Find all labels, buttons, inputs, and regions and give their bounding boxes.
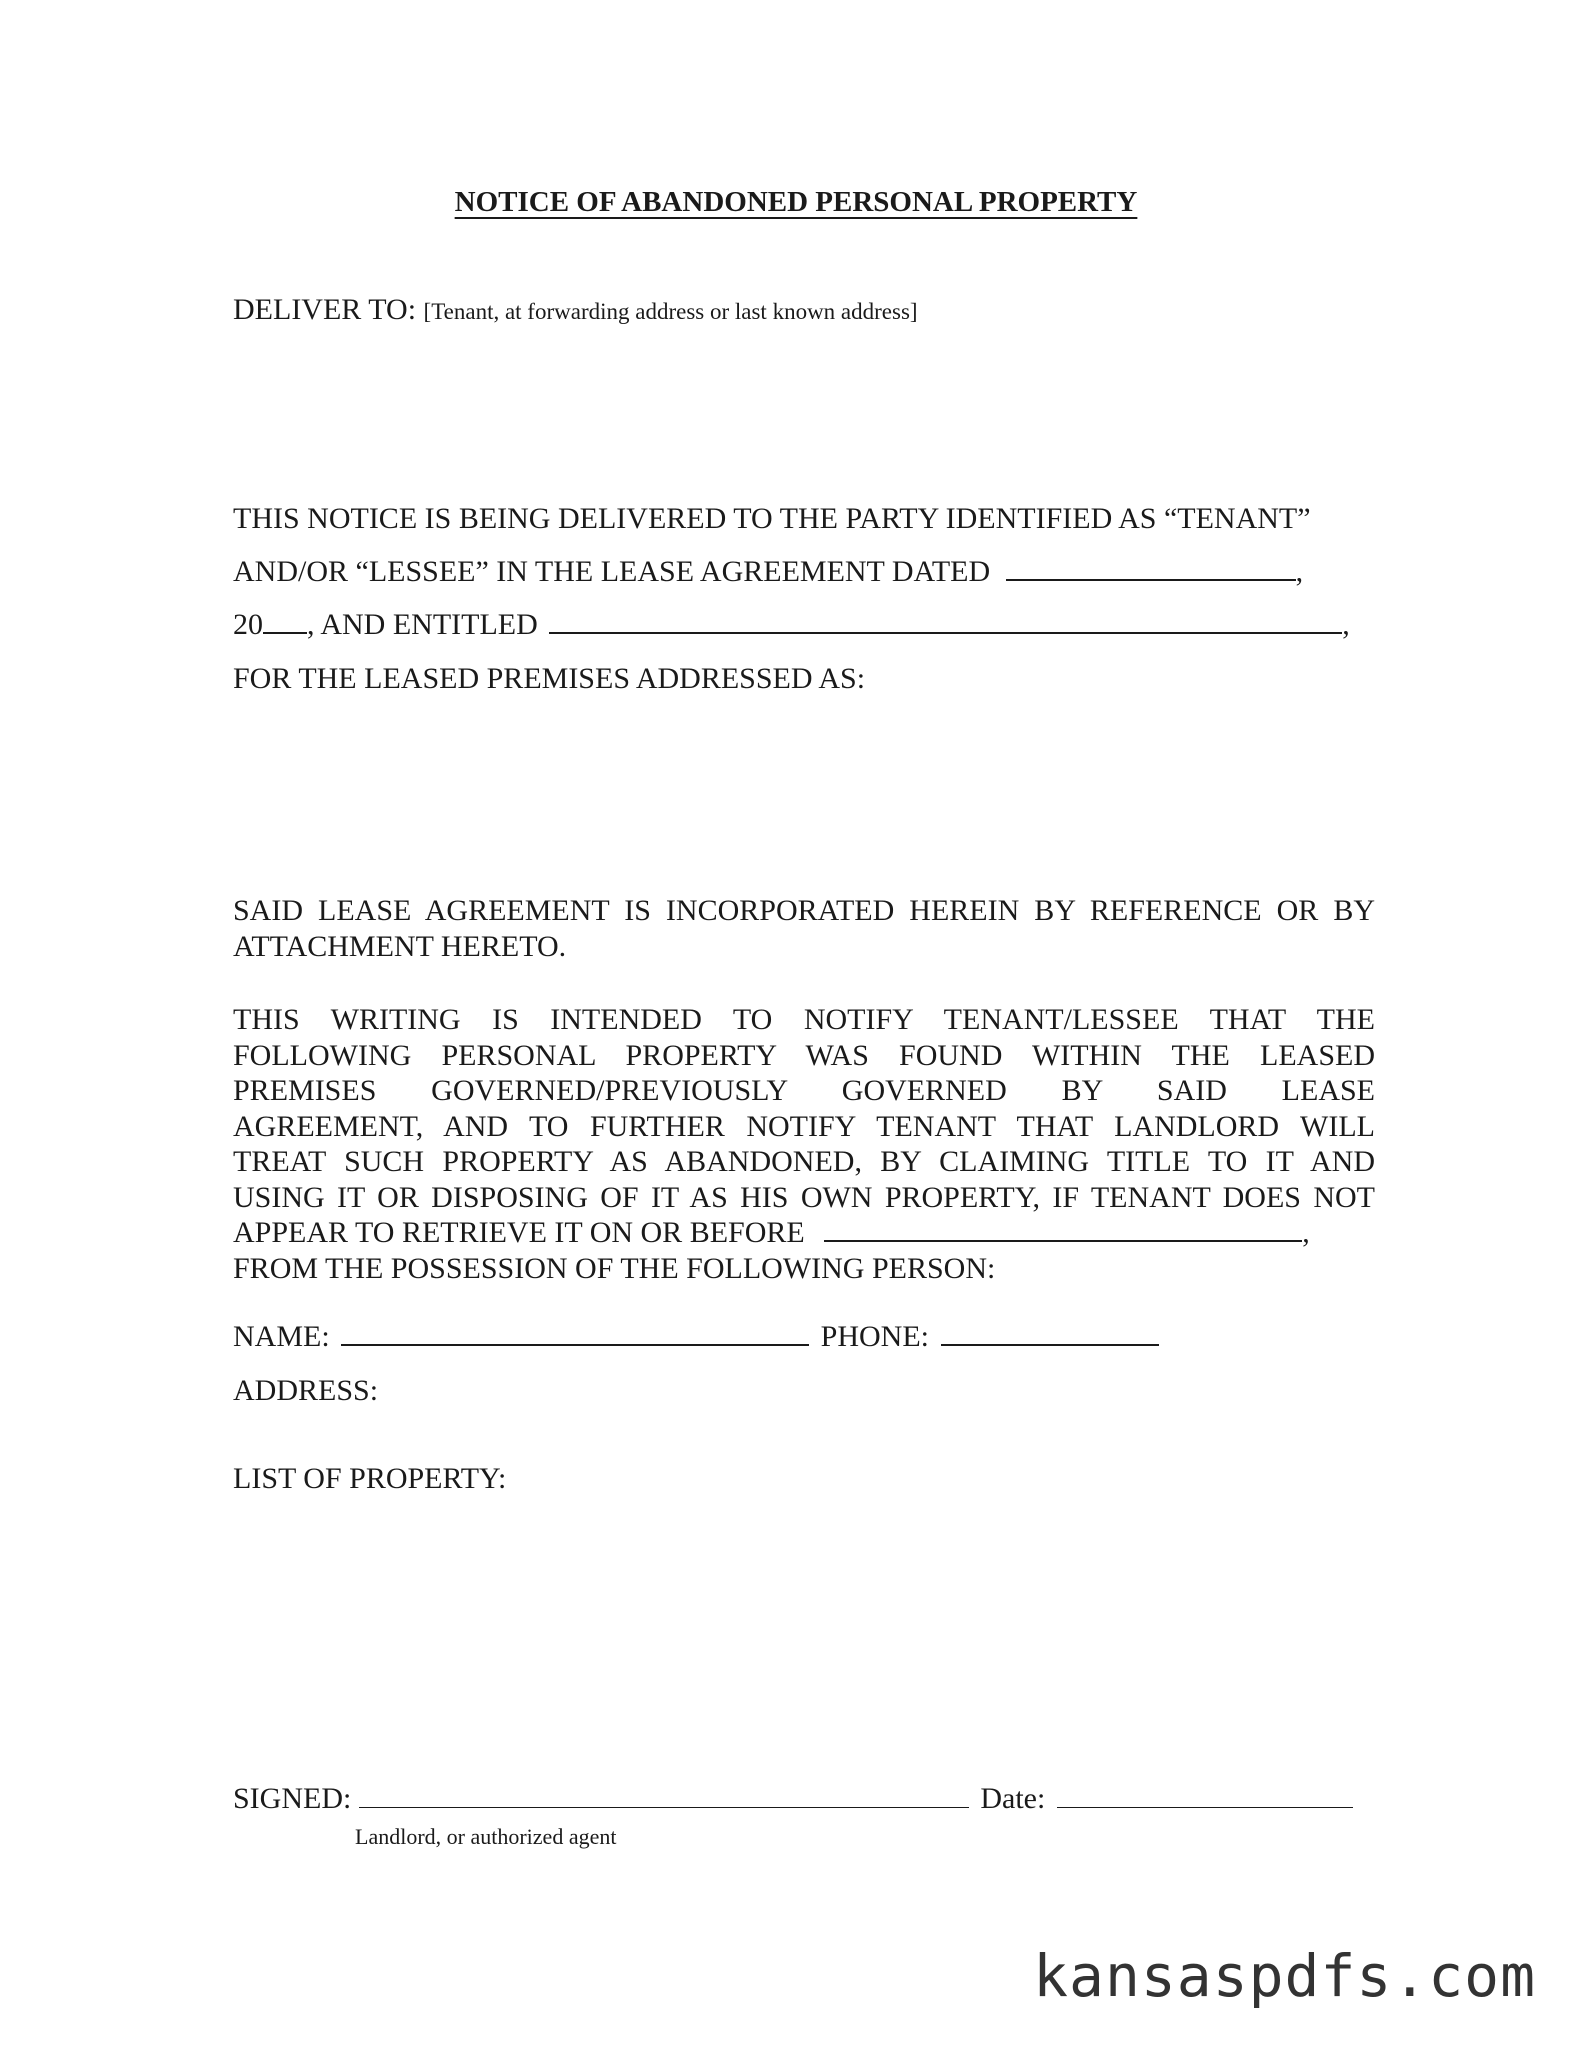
entitled-label: , AND ENTITLED (307, 608, 538, 641)
contact-line (233, 1320, 1159, 1354)
lease-dated-label: AND/OR “LESSEE” IN THE LEASE AGREEMENT DATED (233, 555, 991, 588)
name-label: NAME: (233, 1320, 330, 1353)
intro-line-2 (233, 555, 1303, 589)
deliver-to-label: DELIVER TO: (233, 293, 417, 326)
comma: , (1302, 1216, 1310, 1249)
retrieve-by-date-field[interactable] (824, 1218, 1302, 1242)
year-field[interactable] (263, 610, 307, 634)
phone-label: PHONE: (820, 1320, 930, 1353)
date-label: Date: (980, 1782, 1046, 1815)
deliver-to-hint: [Tenant, at forwarding address or last known address] (423, 299, 918, 324)
incorporated-paragraph (233, 893, 1375, 964)
intro-line-3 (233, 608, 1350, 642)
signature-field[interactable] (359, 1785, 969, 1808)
notice-row: PREMISES GOVERNED/PREVIOUSLY GOVERNED BY SAID LEASE (233, 1074, 1375, 1107)
lease-title-field[interactable] (549, 610, 1342, 634)
property-list-label: LIST OF PROPERTY: (233, 1462, 507, 1495)
notice-row: AGREEMENT, AND TO FURTHER NOTIFY TENANT THAT LANDLORD WILL (233, 1109, 1375, 1143)
year-prefix: 20 (233, 608, 263, 641)
notice-row: THIS WRITING IS INTENDED TO NOTIFY TENANT/LESSEE THAT THE (233, 1003, 1375, 1036)
notice-row-deadline (233, 1215, 1375, 1251)
comma: , (1295, 555, 1304, 588)
signature-date-field[interactable] (1057, 1785, 1353, 1808)
address-label: ADDRESS: (233, 1374, 379, 1407)
retrieve-by-label: APPEAR TO RETRIEVE IT ON OR BEFORE (233, 1216, 805, 1249)
incorporated-row-2: ATTACHMENT HERETO. (233, 929, 567, 963)
notice-row: FOLLOWING PERSONAL PROPERTY WAS FOUND WITHIN THE LEASED (233, 1038, 1375, 1072)
notice-paragraph (233, 1002, 1375, 1286)
signed-label: SIGNED: (233, 1782, 352, 1815)
site-watermark: kansaspdfs.com (1033, 1942, 1536, 2010)
signature-line (233, 1782, 1353, 1816)
name-field[interactable] (341, 1322, 809, 1346)
deliver-to-line (233, 293, 918, 327)
intro-line-1: THIS NOTICE IS BEING DELIVERED TO THE PARTY IDENTIFIED AS “TENANT” (233, 502, 1311, 535)
premises-label: FOR THE LEASED PREMISES ADDRESSED AS: (233, 662, 866, 695)
notice-row: TREAT SUCH PROPERTY AS ABANDONED, BY CLAIMING TITLE TO IT AND (233, 1145, 1375, 1178)
incorporated-row-1: SAID LEASE AGREEMENT IS INCORPORATED HEREIN BY REFERENCE OR BY (233, 894, 1375, 927)
document-title: NOTICE OF ABANDONED PERSONAL PROPERTY (454, 186, 1138, 218)
notice-row: USING IT OR DISPOSING OF IT AS HIS OWN PROPERTY, IF TENANT DOES NOT (233, 1180, 1375, 1214)
comma: , (1342, 608, 1350, 641)
lease-date-field[interactable] (1006, 557, 1296, 581)
signer-caption: Landlord, or authorized agent (355, 1824, 617, 1849)
notice-row: FROM THE POSSESSION OF THE FOLLOWING PERSON: (233, 1251, 996, 1285)
phone-field[interactable] (941, 1322, 1159, 1346)
